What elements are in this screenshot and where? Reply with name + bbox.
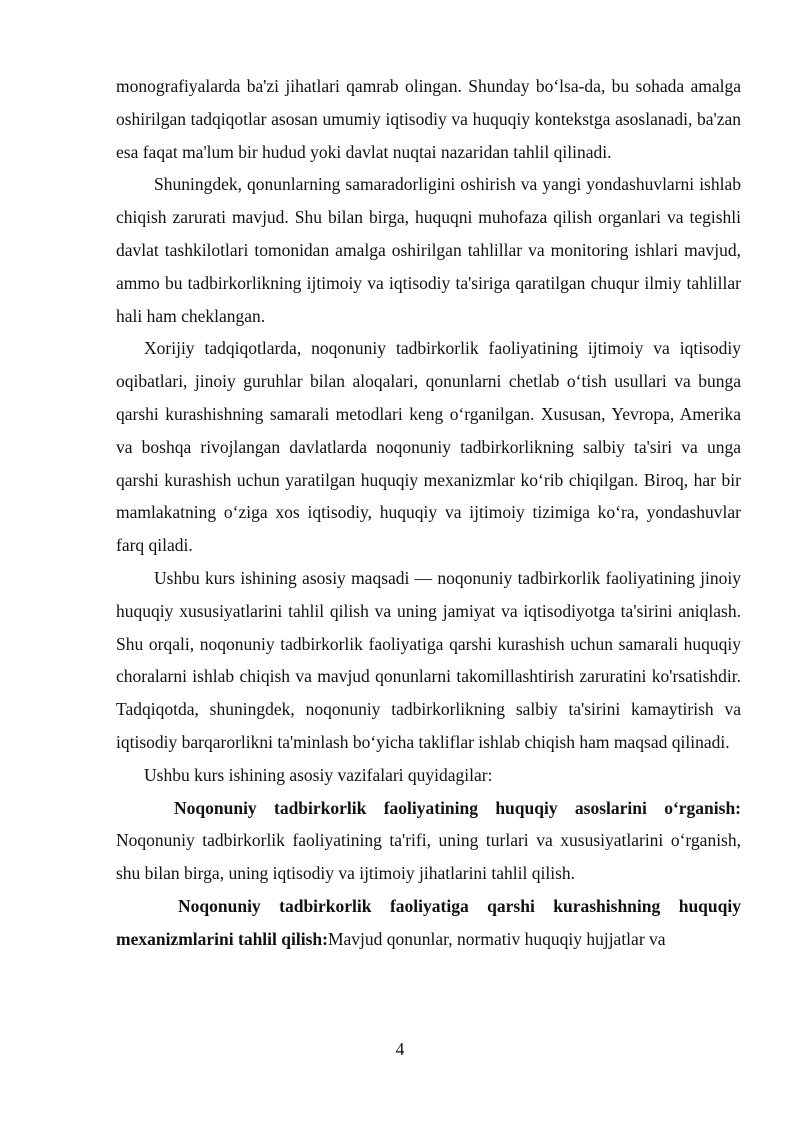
paragraph-7 xyxy=(116,890,741,956)
paragraph-7-heading: Noqonuniy tadbirkorlik faoliyatiga qarshi kurashishning huquqiy mexanizmlarini tahlil qilish: xyxy=(116,895,741,949)
paragraph-6-heading: Noqonuniy tadbirkorlik faoliyatining huquqiy asoslarini o‘rganish: xyxy=(174,797,741,818)
document-body xyxy=(116,70,741,956)
paragraph-4: Ushbu kurs ishining asosiy maqsadi — noqonuniy tadbirkorlik faoliyatining jinoiy huquqiy xususiyatlarini tahlil qilish va uning jamiyat va iqtisodiyotga ta'sirini aniqlash. Shu orqali, noqonuniy tadbirkorlik faoliyatiga qarshi kurashish uchun samarali huquqiy choralarni ishlab chiqish va mavjud qonunlarni takomillashtirish zaruratini ko'rsatishdir. Tadqiqotda, shuningdek, noqonuniy tadbirkorlikning salbiy ta'sirini kamaytirish va iqtisodiy barqarorlikni ta'minlash bo‘yicha takliflar ishlab chiqish ham maqsad qilinadi. xyxy=(116,567,741,752)
paragraph-6-text: Noqonuniy tadbirkorlik faoliyatining ta'rifi, uning turlari va xususiyatlarini o‘rganish, shu bilan birga, uning iqtisodiy va ijtimoiy jihatlarini tahlil qilish. xyxy=(116,830,741,884)
page-number: 4 xyxy=(395,1039,405,1059)
paragraph-7-text: Mavjud qonunlar, normativ huquqiy hujjatlar va xyxy=(327,928,666,949)
paragraph-1: monografiyalarda ba'zi jihatlari qamrab olingan. Shunday bo‘lsa-da, bu sohada amalga oshirilgan tadqiqotlar asosan umumiy iqtisodiy va huquqiy kontekstga asoslanadi, ba'zan esa faqat ma'lum bir hudud yoki davlat nuqtai nazaridan tahlil qilinadi. xyxy=(116,76,741,162)
paragraph-3: Xorijiy tadqiqotlarda, noqonuniy tadbirkorlik faoliyatining ijtimoiy va iqtisodiy oqibatlari, jinoiy guruhlar bilan aloqalari, qonunlarni chetlab o‘tish usullari va bunga qarshi kurashishning samarali metodlari keng o‘rganilgan. Xususan, Yevropa, Amerika va boshqa rivojlangan davlatlarda noqonuniy tadbirkorlikning salbiy ta'siri va unga qarshi kurashish uchun yaratilgan huquqiy mexanizmlar ko‘rib chiqilgan. Biroq, har bir mamlakatning o‘ziga xos iqtisodiy, huquqiy va ijtimoiy tizimiga ko‘ra, yondashuvlar farq qiladi. xyxy=(116,338,741,556)
paragraph-2: Shuningdek, qonunlarning samaradorligini oshirish va yangi yondashuvlarni ishlab chiqish zarurati mavjud. Shu bilan birga, huquqni muhofaza qilish organlari va tegishli davlat tashkilotlari tomonidan amalga oshirilgan tahlillar va monitoring ishlari mavjud, ammo bu tadbirkorlikning ijtimoiy va iqtisodiy ta'siriga qaratilgan chuqur ilmiy tahlillar hali ham cheklangan. xyxy=(116,174,741,326)
paragraph-5: Ushbu kurs ishining asosiy vazifalari quyidagilar: xyxy=(144,764,493,785)
paragraph-6 xyxy=(116,792,741,890)
